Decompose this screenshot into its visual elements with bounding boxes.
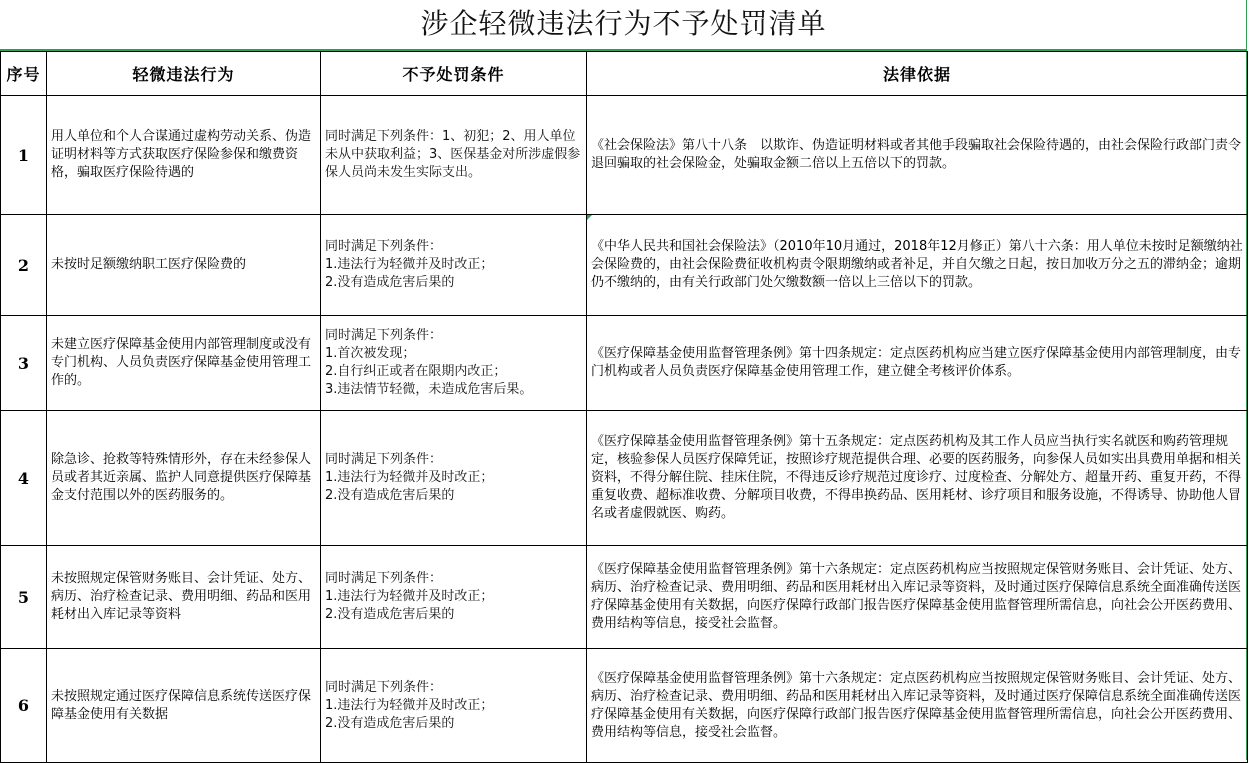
- row-conditions: [321, 215, 587, 316]
- row-legal-basis: 《医疗保障基金使用监督管理条例》第十四条规定：定点医药机构应当建立医疗保障基金使用内部管理制度，由专门机构或者人员负责医疗保障基金使用管理工作，建立健全考核评价体系。: [587, 316, 1248, 411]
- condition-line: 2.没有造成危害后果的: [325, 275, 455, 290]
- condition-line: 2.没有造成危害后果的: [325, 488, 455, 503]
- condition-line: 同时满足下列条件：1、初犯；2、用人单位未从中获取利益；3、医保基金对所涉虚假参保人员尚未发生实际支出。: [325, 129, 581, 180]
- table-row: [1, 316, 1248, 411]
- table-body: [1, 96, 1248, 763]
- penalty-exemption-table: [0, 51, 1248, 763]
- table-row: [1, 215, 1248, 316]
- condition-line: 同时满足下列条件：: [325, 571, 443, 586]
- condition-line: 1.首次被发现；: [325, 346, 416, 361]
- row-violation: 未按照规定保管财务账目、会计凭证、处方、病历、治疗检查记录、费用明细、药品和医用耗材出入库记录等资料: [47, 546, 321, 649]
- condition-line: 2.没有造成危害后果的: [325, 607, 455, 622]
- condition-line: 1.违法行为轻微并及时改正；: [325, 589, 494, 604]
- row-legal-basis: 《医疗保障基金使用监督管理条例》第十六条规定：定点医药机构应当按照规定保管财务账目、会计凭证、处方、病历、治疗检查记录、费用明细、药品和医用耗材出入库记录等资料，及时通过医疗保障信息系统全面准确传送医疗保障基金使用有关数据，向医疗保障行政部门报告医疗保障基金使用监督管理所需信息，向社会公开医药费用、费用结构等信息，接受社会监督。: [587, 546, 1248, 649]
- row-legal-basis: 《医疗保障基金使用监督管理条例》第十六条规定：定点医药机构应当按照规定保管财务账目、会计凭证、处方、病历、治疗检查记录、费用明细、药品和医用耗材出入库记录等资料，及时通过医疗保障信息系统全面准确传送医疗保障基金使用有关数据，向医疗保障行政部门报告医疗保障基金使用监督管理所需信息，向社会公开医药费用、费用结构等信息，接受社会监督。: [587, 649, 1248, 763]
- header-row: [1, 52, 1248, 96]
- row-conditions: [321, 649, 587, 763]
- header-cond: 不予处罚条件: [321, 52, 587, 96]
- header-basis: 法律依据: [587, 52, 1248, 96]
- table-row: [1, 96, 1248, 215]
- condition-line: 同时满足下列条件：: [325, 679, 443, 695]
- condition-line: 1.违法行为轻微并及时改正；: [325, 257, 494, 272]
- condition-line: 同时满足下列条件：: [325, 328, 443, 343]
- condition-line: 3.违法情节轻微，未造成危害后果。: [325, 382, 533, 397]
- row-seq: 5: [1, 546, 47, 649]
- row-conditions: [321, 411, 587, 546]
- table-row: [1, 649, 1248, 763]
- row-seq: 1: [1, 96, 47, 215]
- condition-line: 2.没有造成危害后果的: [325, 715, 455, 731]
- row-seq: 6: [1, 649, 47, 763]
- row-legal-basis: 《中华人民共和国社会保险法》（2010年10月通过，2018年12月修正）第八十六条：用人单位未按时足额缴纳社会保险费的，由社会保险费征收机构责令限期缴纳或者补足，并自欠缴之日起，按日加收万分之五的滞纳金；逾期仍不缴纳的，由有关行政部门处欠缴数额一倍以上三倍以下的罚款。: [587, 215, 1248, 316]
- row-violation: 未按照规定通过医疗保障信息系统传送医疗保障基金使用有关数据: [47, 649, 321, 763]
- row-violation: 用人单位和个人合谋通过虚构劳动关系、伪造证明材料等方式获取医疗保险参保和缴费资格，骗取医疗保险待遇的: [47, 96, 321, 215]
- row-violation: 除急诊、抢救等特殊情形外，存在未经参保人员或者其近亲属、监护人同意提供医疗保障基金支付范围以外的医药服务的。: [47, 411, 321, 546]
- row-conditions: [321, 96, 587, 215]
- page-title: 涉企轻微违法行为不予处罚清单: [420, 7, 827, 40]
- row-violation: 未按时足额缴纳职工医疗保险费的: [47, 215, 321, 316]
- condition-line: 2.自行纠正或者在限期内改正；: [325, 364, 507, 379]
- condition-line: 1.违法行为轻微并及时改正；: [325, 697, 494, 713]
- row-legal-basis: 《医疗保障基金使用监督管理条例》第十五条规定：定点医药机构及其工作人员应当执行实名就医和购药管理规定，核验参保人员医疗保障凭证，按照诊疗规范提供合理、必要的医药服务，向参保人员如实出具费用单据和相关资料，不得分解住院、挂床住院，不得违反诊疗规范过度诊疗、过度检查、分解处方、超量开药、重复开药，不得重复收费、超标准收费、分解项目收费，不得串换药品、医用耗材、诊疗项目和服务设施，不得诱导、协助他人冒名或者虚假就医、购药。: [587, 411, 1248, 546]
- condition-line: 同时满足下列条件：: [325, 239, 443, 254]
- row-seq: 2: [1, 215, 47, 316]
- cell-comment-marker: [587, 215, 592, 220]
- row-legal-basis: 《社会保险法》第八十八条 以欺诈、伪造证明材料或者其他手段骗取社会保险待遇的，由社会保险行政部门责令退回骗取的社会保险金，处骗取金额二倍以上五倍以下的罚款。: [587, 96, 1248, 215]
- condition-line: 1.违法行为轻微并及时改正；: [325, 470, 494, 485]
- row-conditions: [321, 546, 587, 649]
- table-row: [1, 411, 1248, 546]
- header-act: 轻微违法行为: [47, 52, 321, 96]
- header-seq: 序号: [1, 52, 47, 96]
- table-row: [1, 546, 1248, 649]
- row-violation: 未建立医疗保障基金使用内部管理制度或没有专门机构、人员负责医疗保障基金使用管理工作的。: [47, 316, 321, 411]
- condition-line: 同时满足下列条件：: [325, 452, 443, 467]
- row-seq: 3: [1, 316, 47, 411]
- row-seq: 4: [1, 411, 47, 546]
- row-conditions: [321, 316, 587, 411]
